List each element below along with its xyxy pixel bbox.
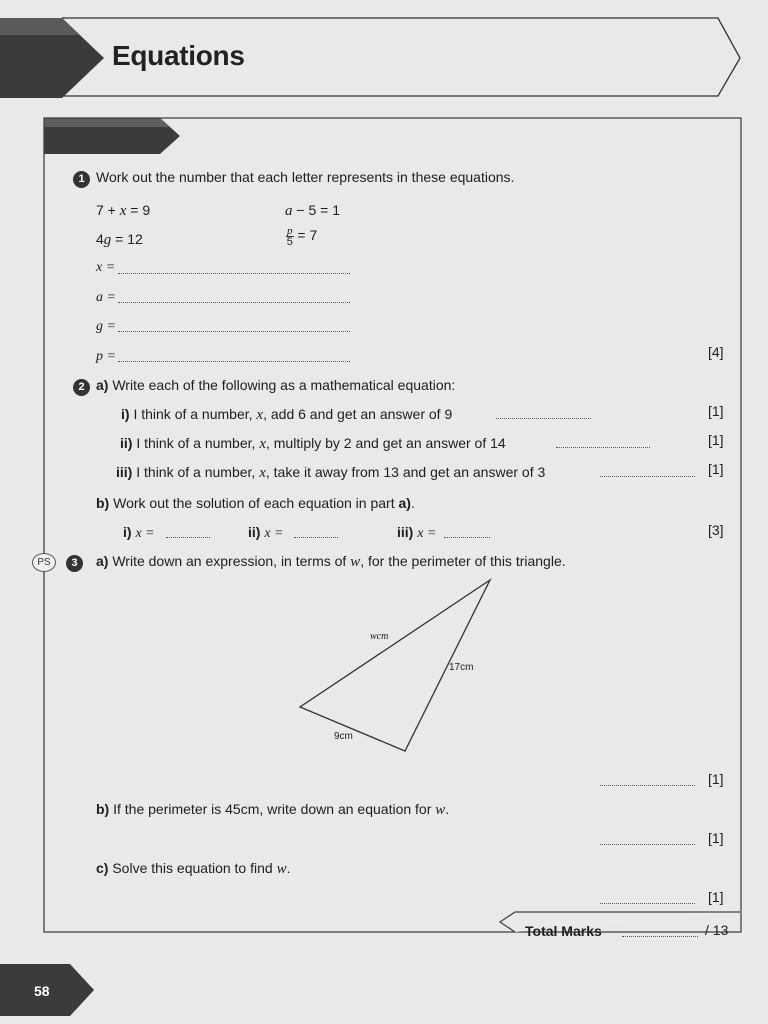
item-var: x — [259, 465, 266, 481]
question-3b-marks: [1] — [708, 830, 724, 846]
question-2a-i — [121, 406, 452, 424]
question-2b-label: b) — [96, 495, 110, 511]
question-3c-pre: Solve this equation to find — [112, 860, 277, 876]
equation-d — [286, 226, 317, 247]
question-3b-prompt — [96, 801, 449, 819]
question-3c-post: . — [286, 860, 291, 876]
question-3a-label: a) — [96, 553, 109, 569]
answer-3a-line[interactable] — [600, 785, 695, 786]
item-text-pre: I think of a number, — [136, 435, 260, 451]
question-3a-var: w — [350, 554, 361, 570]
question-3b-pre: If the perimeter is 45cm, write down an equation for — [113, 801, 436, 817]
answer-3b-line[interactable] — [600, 844, 695, 845]
triangle-label-17: 17cm — [449, 662, 474, 673]
equation-a — [96, 202, 150, 220]
question-2a-i-marks: [1] — [708, 403, 724, 419]
solution-eq: x = — [135, 526, 155, 541]
triangle-label-w: wcm — [370, 631, 389, 642]
question-2a-prompt — [96, 377, 455, 393]
question-2b-marks: [3] — [708, 522, 724, 538]
equation-b-var: a — [285, 203, 293, 219]
solution-ii — [248, 524, 284, 542]
equation-a-var: x — [119, 203, 127, 219]
solution-label: ii) — [248, 524, 261, 540]
solution-i — [123, 524, 155, 542]
question-3a-post: , for the perimeter of this triangle. — [360, 553, 566, 569]
item-label: ii) — [120, 435, 133, 451]
item-label: iii) — [116, 464, 133, 480]
item-var: x — [259, 436, 266, 452]
question-2b-end: . — [410, 495, 415, 511]
equation-c-rhs: = 12 — [111, 231, 143, 247]
equation-b-rhs: − 5 = 1 — [292, 202, 340, 218]
question-1-number: 1 — [73, 171, 90, 188]
total-marks-out-of: / 13 — [705, 922, 729, 938]
question-2a-text: Write each of the following as a mathematical equation: — [112, 377, 456, 393]
answer-p-line[interactable] — [118, 361, 350, 362]
question-3b-post: . — [445, 801, 450, 817]
solution-iii-line[interactable] — [444, 537, 490, 538]
question-1-prompt: Work out the number that each letter represents in these equations. — [96, 169, 515, 185]
answer-x-label: x = — [96, 260, 116, 275]
answer-2a-i-line[interactable] — [496, 418, 591, 419]
equation-c-lhs: 4 — [96, 231, 104, 247]
solution-i-line[interactable] — [166, 537, 210, 538]
equation-d-rhs: = 7 — [293, 227, 318, 244]
question-3a-marks: [1] — [708, 771, 724, 787]
equation-d-denominator: 5 — [286, 236, 293, 248]
question-3c-var: w — [276, 861, 287, 877]
equation-c-var: g — [103, 232, 112, 248]
question-2-number: 2 — [73, 379, 90, 396]
question-2b-ref: a) — [398, 495, 411, 511]
item-label: i) — [121, 406, 130, 422]
answer-a-line[interactable] — [118, 302, 350, 303]
answer-a-label: a = — [96, 290, 116, 305]
equation-d-numerator: p — [287, 225, 293, 237]
answer-2a-iii-line[interactable] — [600, 476, 695, 477]
question-2b-prompt — [96, 495, 415, 511]
total-marks-label: Total Marks — [525, 923, 602, 939]
question-2a-iii-marks: [1] — [708, 461, 724, 477]
equation-b — [285, 202, 340, 220]
answer-g-line[interactable] — [118, 331, 350, 332]
answer-x-line[interactable] — [118, 273, 350, 274]
question-3a-prompt — [96, 553, 566, 571]
solution-iii — [397, 524, 436, 542]
question-2a-label: a) — [96, 377, 109, 393]
item-var: x — [256, 407, 264, 423]
item-text-pre: I think of a number, — [136, 464, 260, 480]
question-2a-iii — [116, 464, 545, 482]
question-3b-var: w — [435, 802, 446, 818]
problem-solving-badge: PS — [32, 553, 56, 572]
item-text-post: , take it away from 13 and get an answer of 3 — [265, 464, 546, 480]
total-marks-line[interactable] — [622, 936, 698, 937]
question-2b-text: Work out the solution of each equation in part — [113, 495, 399, 511]
box-header-tab-highlight — [44, 118, 170, 127]
solution-ii-line[interactable] — [294, 537, 338, 538]
question-3c-label: c) — [96, 860, 109, 876]
solution-label: iii) — [397, 524, 414, 540]
question-1-marks: [4] — [708, 344, 724, 360]
equation-d-fraction — [286, 226, 294, 247]
question-3b-label: b) — [96, 801, 110, 817]
page-number: 58 — [34, 983, 50, 999]
question-2a-ii — [120, 435, 506, 453]
question-3-number: 3 — [66, 555, 83, 572]
equation-a-rhs: = 9 — [126, 202, 151, 218]
question-3c-prompt — [96, 860, 290, 878]
question-3c-marks: [1] — [708, 889, 724, 905]
answer-3c-line[interactable] — [600, 903, 695, 904]
answer-2a-ii-line[interactable] — [556, 447, 650, 448]
equation-a-lhs: 7 + — [96, 202, 120, 218]
question-3a-pre: Write down an expression, in terms of — [112, 553, 351, 569]
item-text-pre: I think of a number, — [133, 406, 257, 422]
item-text-post: , add 6 and get an answer of 9 — [263, 406, 453, 422]
solution-eq: x = — [417, 526, 437, 541]
header-tab-highlight — [0, 18, 80, 35]
page-title: Equations — [112, 40, 245, 71]
item-text-post: , multiply by 2 and get an answer of 14 — [265, 435, 506, 451]
question-2a-ii-marks: [1] — [708, 432, 724, 448]
solution-eq: x = — [264, 526, 284, 541]
triangle-label-9: 9cm — [334, 731, 353, 742]
equation-c — [96, 231, 143, 249]
answer-p-label: p = — [96, 349, 116, 364]
answer-g-label: g = — [96, 319, 116, 334]
solution-label: i) — [123, 524, 132, 540]
